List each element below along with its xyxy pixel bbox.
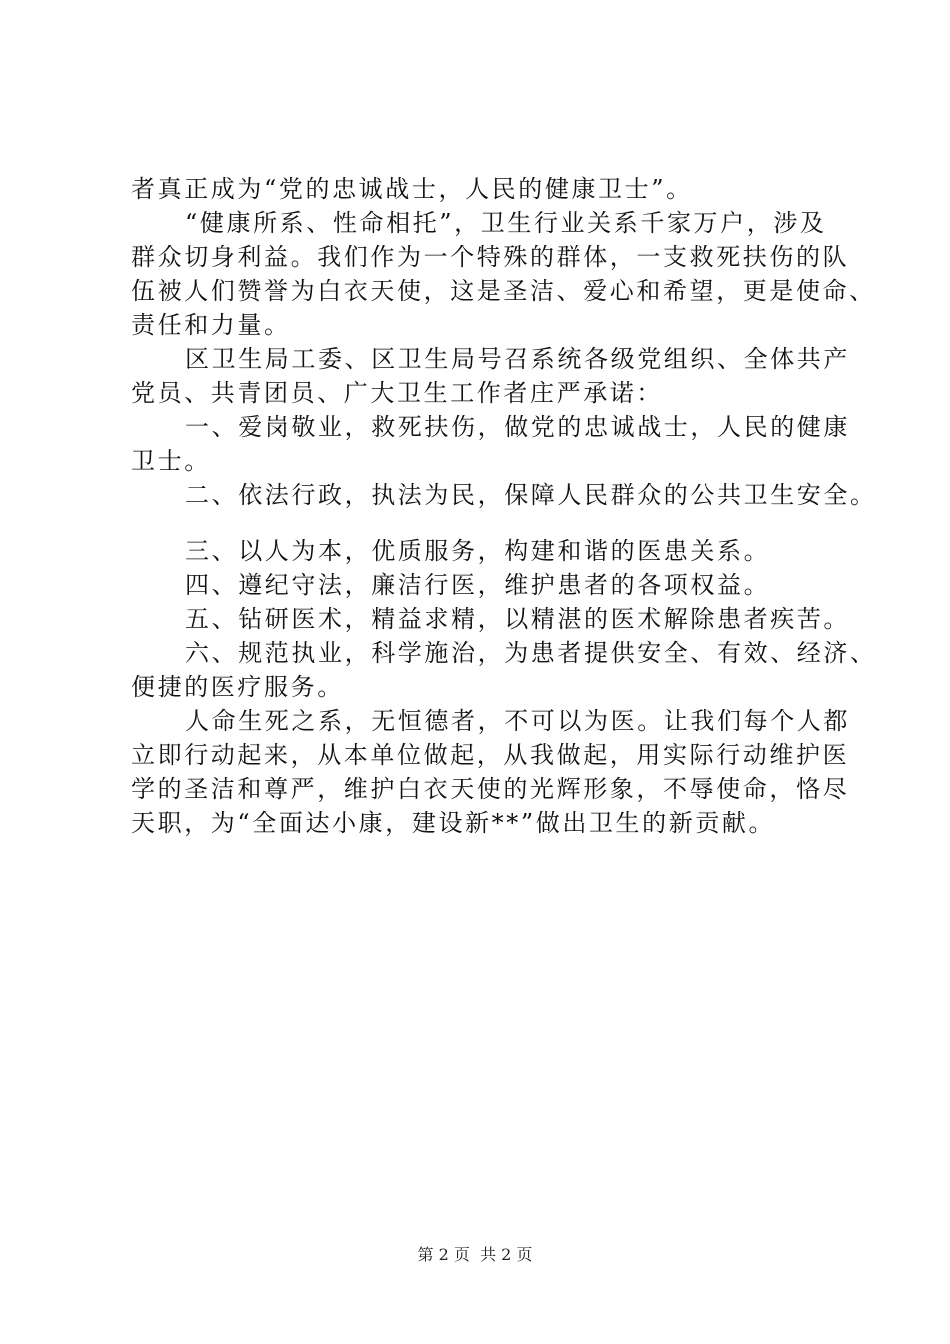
text-line: “健康所系、性命相托”，卫生行业关系千家万户，涉及 — [185, 209, 827, 237]
text-line: 便捷的医疗服务。 — [131, 673, 344, 701]
text-line: 二、依法行政，执法为民，保障人民群众的公共卫生安全。 — [185, 481, 877, 509]
text-line: 人命生死之系，无恒德者，不可以为医。让我们每个人都 — [185, 707, 850, 735]
text-line: 六、规范执业，科学施治，为患者提供安全、有效、经济、 — [185, 639, 877, 667]
text-line: 者真正成为“党的忠诚战士，人民的健康卫士”。 — [131, 175, 693, 203]
blank-line — [131, 512, 851, 534]
text-line: 五、钻研医术，精益求精，以精湛的医术解除患者疾苦。 — [185, 605, 850, 633]
page-footer: 第 2 页 共 2 页 — [417, 1245, 533, 1264]
text-line: 学的圣洁和尊严，维护白衣天使的光辉形象，不辱使命，恪尽 — [131, 775, 850, 803]
text-line: 天职，为“全面达小康，建设新**”做出卫生的新贡献。 — [131, 809, 776, 837]
text-line: 责任和力量。 — [131, 311, 291, 339]
text-line: 一、爱岗敬业，救死扶伤，做党的忠诚战士，人民的健康 — [185, 413, 850, 441]
text-line: 党员、共青团员、广大卫生工作者庄严承诺： — [131, 379, 663, 407]
text-line: 四、遵纪守法，廉洁行医，维护患者的各项权益。 — [185, 571, 771, 599]
text-line: 三、以人为本，优质服务，构建和谐的医患关系。 — [185, 537, 771, 565]
text-line: 群众切身利益。我们作为一个特殊的群体，一支救死扶伤的队 — [131, 243, 850, 271]
text-line: 卫士。 — [131, 447, 211, 475]
document-body — [131, 172, 877, 840]
text-line: 伍被人们赞誉为白衣天使，这是圣洁、爱心和希望，更是使命、 — [131, 277, 876, 305]
text-line: 立即行动起来，从本单位做起，从我做起，用实际行动维护医 — [131, 741, 850, 769]
text-line: 区卫生局工委、区卫生局号召系统各级党组织、全体共产 — [185, 345, 850, 373]
